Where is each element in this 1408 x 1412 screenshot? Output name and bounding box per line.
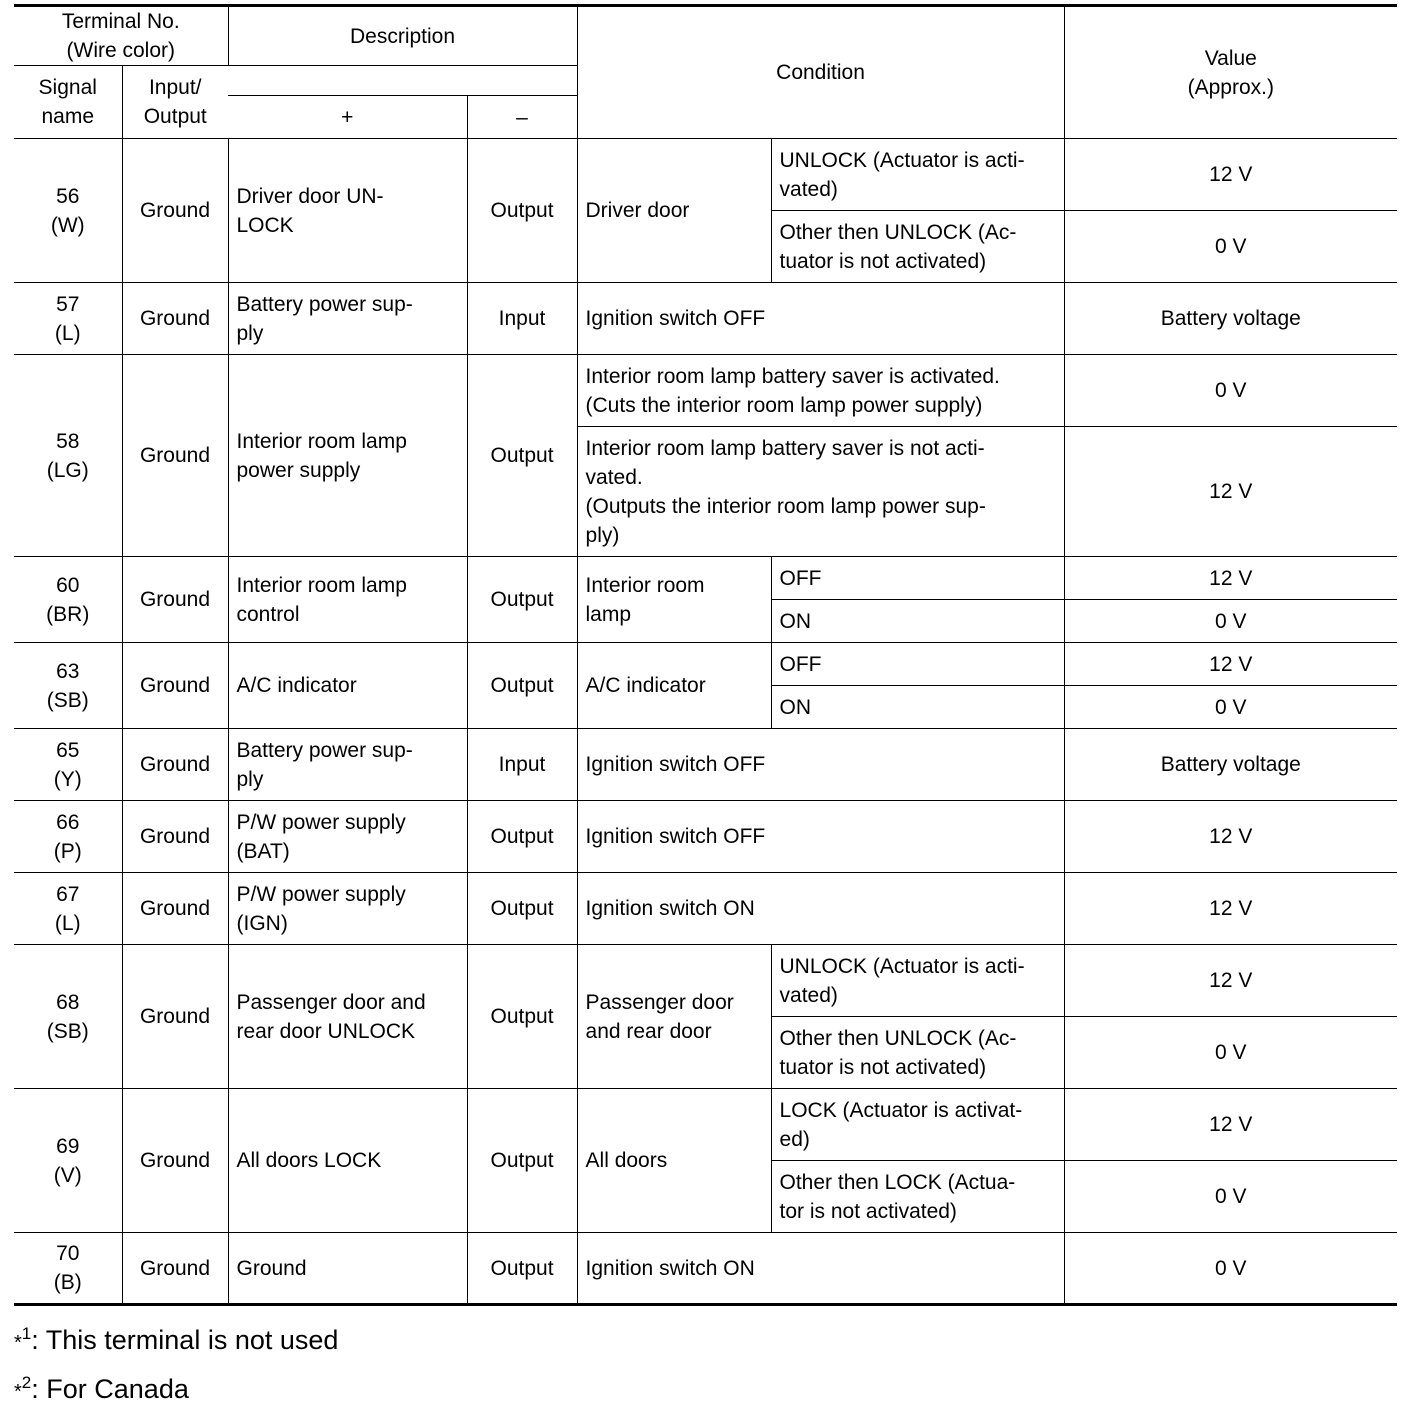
signal-name: All doors LOCK [228,1089,467,1233]
terminal-number: 66 (P) [14,801,122,873]
terminal-ground: Ground [122,801,228,873]
value: 12 V [1064,139,1397,211]
header-signal-name: Signal name [14,66,122,139]
condition: Interior room lamp [577,557,771,643]
header-description: Description [228,6,577,66]
condition: Ignition switch ON [577,873,1064,945]
value: 12 V [1064,945,1397,1017]
header-terminal-no: Terminal No. (Wire color) [14,6,228,66]
footnote [14,1363,1397,1412]
condition: Driver door [577,139,771,283]
condition-state: ON [771,686,1064,729]
value: 0 V [1064,600,1397,643]
value: 0 V [1064,211,1397,283]
signal-name: Interior room lamp power supply [228,355,467,557]
terminal-number: 57 (L) [14,283,122,355]
terminal-ground: Ground [122,643,228,729]
input-output: Input [467,283,577,355]
table-row [14,801,1397,873]
input-output: Output [467,557,577,643]
condition-state: Other then LOCK (Actua- tor is not activated) [771,1161,1064,1233]
input-output: Output [467,1089,577,1233]
value: 12 V [1064,557,1397,600]
signal-name: Passenger door and rear door UNLOCK [228,945,467,1089]
input-output: Output [467,801,577,873]
header-value: Value (Approx.) [1064,6,1397,139]
condition: Ignition switch OFF [577,801,1064,873]
footnotes [14,1314,1397,1412]
value: Battery voltage [1064,283,1397,355]
header-condition: Condition [577,6,1064,139]
value: 12 V [1064,1089,1397,1161]
value: 12 V [1064,801,1397,873]
table-row [14,355,1397,427]
input-output: Output [467,1233,577,1305]
signal-name: Driver door UN- LOCK [228,139,467,283]
table-row [14,283,1397,355]
value: 0 V [1064,1233,1397,1305]
value: 12 V [1064,427,1397,557]
terminal-number: 56 (W) [14,139,122,283]
condition: Interior room lamp battery saver is not acti- vated. (Outputs the interior room lamp power sup- ply) [577,427,1064,557]
table-row [14,729,1397,801]
input-output: Output [467,139,577,283]
terminal-ground: Ground [122,1233,228,1305]
table-row [14,557,1397,600]
signal-name: P/W power supply (BAT) [228,801,467,873]
value: 12 V [1064,643,1397,686]
footnote-text: : This terminal is not used [31,1325,339,1355]
input-output: Input [467,729,577,801]
condition: All doors [577,1089,771,1233]
terminal-number: 58 (LG) [14,355,122,557]
condition: Ignition switch ON [577,1233,1064,1305]
table-row [14,139,1397,211]
condition-state: LOCK (Actuator is activat- ed) [771,1089,1064,1161]
condition: Interior room lamp battery saver is activated. (Cuts the interior room lamp power supply) [577,355,1064,427]
terminal-ground: Ground [122,873,228,945]
terminal-number: 68 (SB) [14,945,122,1089]
footnote [14,1314,1397,1363]
signal-name: Interior room lamp control [228,557,467,643]
header-plus: + [228,96,467,139]
value: 0 V [1064,355,1397,427]
table-row [14,643,1397,686]
value: 0 V [1064,686,1397,729]
input-output: Output [467,355,577,557]
condition: Passenger door and rear door [577,945,771,1089]
condition-state: Other then UNLOCK (Ac- tuator is not activated) [771,211,1064,283]
terminal-number: 70 (B) [14,1233,122,1305]
header-minus: – [467,96,577,139]
value: 0 V [1064,1161,1397,1233]
terminal-number: 63 (SB) [14,643,122,729]
signal-name: P/W power supply (IGN) [228,873,467,945]
terminal-ground: Ground [122,945,228,1089]
input-output: Output [467,873,577,945]
footnote-number: 1 [21,1324,32,1343]
footnote-number: 2 [21,1373,32,1392]
condition-state: OFF [771,643,1064,686]
signal-name: Ground [228,1233,467,1305]
table-row [14,1089,1397,1161]
value: 12 V [1064,873,1397,945]
condition-state: Other then UNLOCK (Ac- tuator is not activated) [771,1017,1064,1089]
document-page [14,4,1397,1412]
condition: Ignition switch OFF [577,729,1064,801]
terminal-ground: Ground [122,557,228,643]
condition-state: OFF [771,557,1064,600]
footnote-mark: * [14,1381,22,1403]
terminal-ground: Ground [122,283,228,355]
condition: A/C indicator [577,643,771,729]
signal-name: Battery power sup- ply [228,283,467,355]
value: 0 V [1064,1017,1397,1089]
condition-state: ON [771,600,1064,643]
condition-state: UNLOCK (Actuator is acti- vated) [771,139,1064,211]
signal-name: A/C indicator [228,643,467,729]
table-row [14,945,1397,1017]
terminal-ground: Ground [122,1089,228,1233]
input-output: Output [467,643,577,729]
condition: Ignition switch OFF [577,283,1064,355]
terminal-ground: Ground [122,355,228,557]
terminal-number: 60 (BR) [14,557,122,643]
value: Battery voltage [1064,729,1397,801]
condition-state: UNLOCK (Actuator is acti- vated) [771,945,1064,1017]
input-output: Output [467,945,577,1089]
terminal-number: 69 (V) [14,1089,122,1233]
terminal-number: 67 (L) [14,873,122,945]
terminal-ground: Ground [122,729,228,801]
table-row [14,1233,1397,1305]
header-input-output: Input/ Output [122,66,228,139]
footnote-text: : For Canada [31,1374,189,1404]
terminal-number: 65 (Y) [14,729,122,801]
signal-name: Battery power sup- ply [228,729,467,801]
terminal-ground: Ground [122,139,228,283]
terminal-spec-table [14,4,1397,1306]
table-row [14,873,1397,945]
header-row [14,6,1397,66]
footnote-mark: * [14,1332,22,1354]
